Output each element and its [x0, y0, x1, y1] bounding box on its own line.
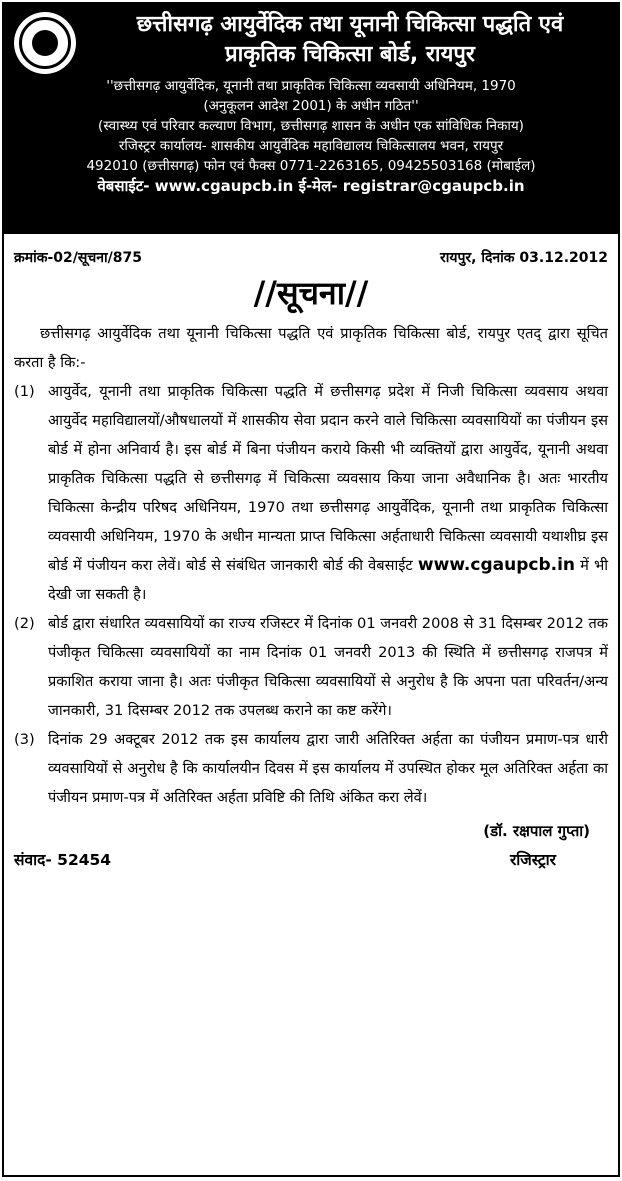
signatory-designation: रजिस्ट्रार: [509, 851, 556, 869]
samvad-number: संवाद- 52454: [14, 851, 112, 869]
intro-paragraph: छत्तीसगढ़ आयुर्वेदिक तथा यूनानी चिकित्सा पद्धति एवं प्राकृतिक चिकित्सा बोर्ड, रायपुर एतद् द्वारा सूचित करता है कि:-: [14, 325, 608, 371]
statutory-body-line: (स्वास्थ्य एवं परिवार कल्याण विभाग, छत्तीसगढ़ शासन के अधीन एक सांविधिक निकाय): [98, 118, 524, 134]
org-title-line1: छत्तीसगढ़ आयुर्वेदिक तथा यूनानी चिकित्सा पद्धति एवं: [136, 12, 564, 37]
point-number: (1): [14, 383, 35, 400]
point-text: बोर्ड द्वारा संधारित व्यवसायियों का राज्य रजिस्टर में दिनांक 01 जनवरी 2008 से 31 दिसम्बर 2012 तक पंजीकृत चिकित्सा व्यवसायियों का नाम दिनांक 01 जनवरी 2013 की स्थिति में छत्तीसगढ़ राजपत्र में प्रकाशित कराया जाना है। अतः पंजीकृत चिकित्सा व्यवसायियों से अनुरोध है कि अपना पता परिवर्तन/अन्य जानकारी, 31 दिसम्बर 2012 तक उपलब्ध कराने का कष्ट करेंगे।: [48, 615, 608, 719]
place-date: रायपुर, दिनांक 03.12.2012: [440, 250, 608, 266]
point-item: [14, 609, 608, 725]
act-line1: ''छत्तीसगढ़ आयुर्वेदिक, यूनानी तथा प्राकृतिक चिकित्सा व्यवसायी अधिनियम, 1970: [106, 78, 516, 94]
org-title: [90, 10, 610, 70]
notice-body: [4, 319, 618, 812]
header-banner: [4, 4, 618, 234]
website-link: www.cgaupcb.in: [417, 555, 576, 575]
point-item: [14, 377, 608, 609]
reference-number: क्रमांक-02/सूचना/875: [14, 250, 142, 266]
point-item: [14, 725, 608, 812]
point-number: (2): [14, 615, 35, 632]
reference-row: [4, 234, 618, 267]
notice-heading: //सूचना//: [253, 274, 369, 312]
board-emblem-icon: [14, 12, 76, 74]
notice-page: [2, 2, 620, 1177]
point-text: आयुर्वेद, यूनानी तथा प्राकृतिक चिकित्सा पद्धति में छत्तीसगढ़ प्रदेश में निजी चिकित्सा व्यवसाय अथवा आयुर्वेद महाविद्यालयों/औषधालयों में शासकीय सेवा प्रदान करने वाले चिकित्सा व्यवसायियों का पंजीयन इस बोर्ड में होना अनिवार्य है। इस बोर्ड में बिना पंजीयन कराये किसी भी व्यक्तियों द्वारा आयुर्वेद, यूनानी अथवा प्राकृतिक चिकित्सा पद्धति से छत्तीसगढ़ में चिकित्सा व्यवसाय किया जाना अवैधानिक है। अतः भारतीय चिकित्सा केन्द्रीय परिषद अधिनियम, 1970 तथा छत्तीसगढ़ आयुर्वेदिक, यूनानी तथा प्राकृतिक चिकित्सा व्यवसायी अधिनियम, 1970 के अधीन मान्यता प्राप्त चिकित्सा अर्हताधारी चिकित्सा व्यवसायी यथाशीघ्र इस बोर्ड में पंजीयन करा लेवें। बोर्ड से संबंधित जानकारी बोर्ड की वेबसाईट www.cgaupcb.in में भी देखी जा सकती है।: [48, 383, 608, 603]
act-line2: (अनुकूलन आदेश 2001) के अधीन गठित'': [203, 98, 419, 114]
address-line2: 492010 (छत्तीसगढ़) फोन एवं फैक्स 0771-2263165, 09425503168 (मोबाईल): [86, 158, 536, 174]
signatory-name: (डॉ. रक्षपाल गुप्ता): [483, 822, 590, 840]
footer-row: [4, 844, 618, 872]
point-number: (3): [14, 731, 35, 748]
website-email-line: वेबसाईट- www.cgaupcb.in ई-मेल- registrar@cgaupcb.in: [97, 177, 525, 195]
point-text: दिनांक 29 अक्टूबर 2012 तक इस कार्यालय द्वारा जारी अतिरिक्त अर्हता का पंजीयन प्रमाण-पत्र धारी व्यवसायियों से अनुरोध है कि कार्यालयीन दिवस में इस कार्यालय में उपस्थित होकर मूल अतिरिक्त अर्हता का पंजीयन प्रमाण-पत्र में अतिरिक्त अर्हता प्रविष्टि की तिथि अंकित करा लेवें।: [48, 731, 608, 806]
org-title-line2: प्राकृतिक चिकित्सा बोर्ड, रायपुर: [225, 42, 475, 67]
address-line1: रजिस्ट्रर कार्यालय- शासकीय आयुर्वेदिक महाविद्यालय चिकित्सालय भवन, रायपुर: [118, 138, 504, 154]
